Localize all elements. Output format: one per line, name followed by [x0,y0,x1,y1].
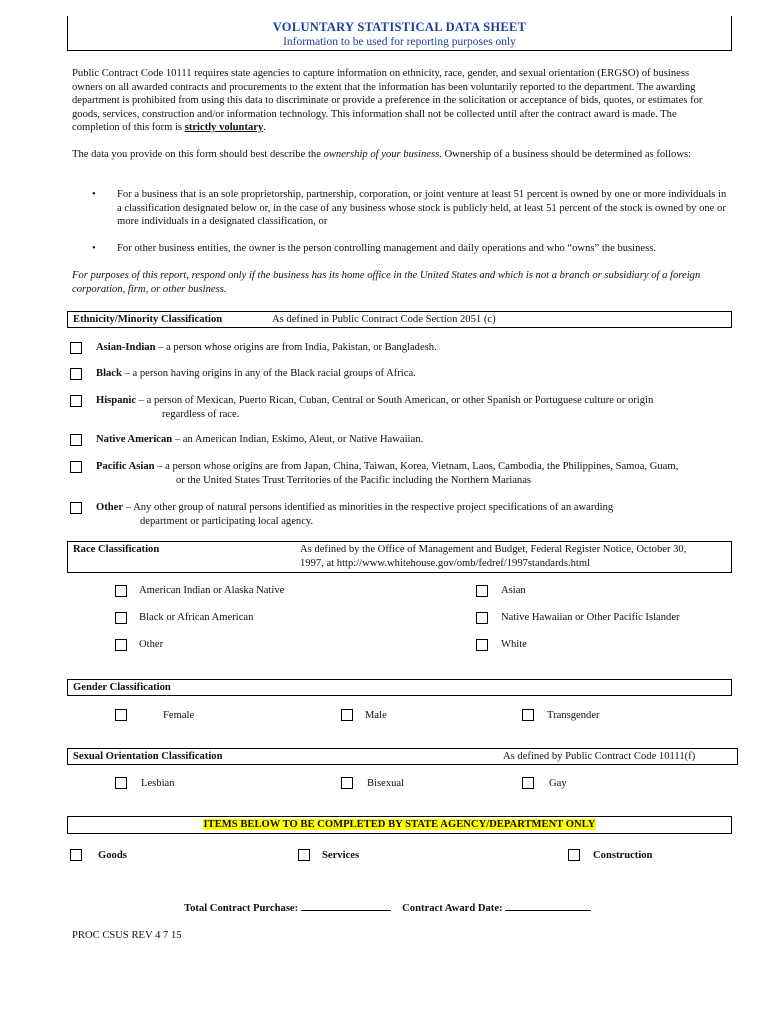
ethnicity-checkbox[interactable] [70,502,82,514]
ethnicity-option [70,341,670,355]
agency-checkbox[interactable] [568,849,580,861]
bullet-text: For other business entities, the owner is the person controlling management and daily operations and who “owns” the business. [117,243,656,254]
gender-option-label: Male [365,710,387,721]
option-description: – Any other group of natural persons identified as minorities in the respective project specifications of an awarding department or participating local agency. [123,502,614,527]
option-term: Native American [96,434,173,445]
sexual-orientation-header-label: Sexual Orientation Classification [73,751,223,762]
bullet-text: For a business that is an sole proprietorship, partnership, corporation, or joint venture at least 51 percent is owned by one or more individuals in a classification designated below or, in the case of any business whose stock is publicly held, at least 51 percent of the stock is owned by one or more individuals in a designated classification, or [117,189,727,227]
sexual-orientation-option-label: Gay [549,778,567,789]
intro-paragraph-1 [72,67,722,135]
option-term: Hispanic [96,395,137,406]
intro-text: Public Contract Code 10111 requires state agencies to capture information on ethnicity, race, gender, and sexual orientation (ERGSO) of business owners on all awarded contracts and procurements to the extent that the information has been voluntarily reported to the department. The awarding department is prohibited from using this data to discriminate or provide a preference in the solicitation or acceptance of bids, quotes, or estimates for goods, services, construction and/or information technology. This information shall not be collected until after the contract award is made. The completion of this form is [72,68,703,133]
total-contract-field[interactable] [301,900,391,911]
ethnicity-reference: As defined in Public Contract Code Section 2051 (c) [272,314,496,325]
race-checkbox[interactable] [115,585,127,597]
race-header [67,541,732,573]
ownership-text-start: The data you provide on this form should best describe the [72,149,321,160]
race-checkbox[interactable] [476,639,488,651]
gender-header-label: Gender Classification [73,682,171,693]
total-contract-label: Total Contract Purchase: [184,903,299,914]
ethnicity-option [70,501,660,528]
form-title: VOLUNTARY STATISTICAL DATA SHEET [272,20,527,34]
form-subtitle: Information to be used for reporting purposes only [283,36,516,48]
race-checkbox[interactable] [115,639,127,651]
option-term: Black [96,368,122,379]
sexual-orientation-reference: As defined by Public Contract Code 10111(f) [503,751,696,762]
race-checkbox[interactable] [476,585,488,597]
race-header-label: Race Classification [73,544,160,555]
bullet-item [92,242,732,256]
option-description: – a person having origins in any of the Black racial groups of Africa. [121,368,416,379]
ethnicity-option [70,433,670,447]
agency-checkbox[interactable] [70,849,82,861]
sexual-orientation-checkbox[interactable] [115,777,127,789]
race-option-label: Native Hawaiian or Other Pacific Islander [501,612,680,623]
ethnicity-header [67,311,732,328]
sexual-orientation-checkbox[interactable] [522,777,534,789]
ethnicity-checkbox[interactable] [70,434,82,446]
contract-fields [184,900,591,916]
sexual-orientation-option-label: Lesbian [141,778,175,789]
ethnicity-checkbox[interactable] [70,461,82,473]
ethnicity-option [70,367,670,381]
ownership-text-end: . Ownership of a business should be determined as follows: [439,149,692,160]
race-reference: As defined by the Office of Management and Budget, Federal Register Notice, October 30, 1997, at http://www.whitehouse.gov/omb/fedref/1997standards.html [300,544,687,569]
award-date-label: Contract Award Date: [402,903,503,914]
race-checkbox[interactable] [476,612,488,624]
ethnicity-option [70,394,670,421]
agency-header [67,816,732,834]
agency-option-label: Goods [98,850,127,861]
form-id: PROC CSUS REV 4 7 15 [72,930,182,941]
gender-header [67,679,732,696]
bullet-icon: • [92,189,96,200]
gender-checkbox[interactable] [341,709,353,721]
option-term: Pacific Asian [96,461,155,472]
option-description: – a person whose origins are from India, Pakistan, or Bangladesh. [155,342,437,353]
title-box [67,16,732,51]
ownership-italic: ownership of your business [323,149,440,160]
agency-option-label: Construction [593,850,653,861]
sexual-orientation-checkbox[interactable] [341,777,353,789]
option-description: – a person whose origins are from Japan, China, Taiwan, Korea, Vietnam, Laos, Cambodia, the Philippines, Samoa, Guam, or the United States Trust Territories of the Pacific including the Northern Marianas [154,461,679,486]
intro-paragraph-2 [72,148,722,162]
gender-option-label: Transgender [547,710,600,721]
race-option-label: White [501,639,527,650]
race-option-label: Black or African American [139,612,254,623]
award-date-field[interactable] [505,900,591,911]
race-option-label: American Indian or Alaska Native [139,585,285,596]
agency-option-label: Services [322,850,360,861]
ethnicity-checkbox[interactable] [70,395,82,407]
ethnicity-checkbox[interactable] [70,368,82,380]
option-description: – an American Indian, Eskimo, Aleut, or Native Hawaiian. [172,434,424,445]
option-description: – a person of Mexican, Puerto Rican, Cuban, Central or South American, or other Spanish or Portuguese culture or origin regardless of race. [136,395,654,420]
bullet-icon: • [92,243,96,254]
gender-option-label: Female [163,710,195,721]
agency-header-label: ITEMS BELOW TO BE COMPLETED BY STATE AGENCY/DEPARTMENT ONLY [203,819,596,830]
gender-checkbox[interactable] [522,709,534,721]
option-term: Other [96,502,124,513]
sexual-orientation-header [67,748,738,765]
race-option-label: Asian [501,585,526,596]
sexual-orientation-option-label: Bisexual [367,778,405,789]
ethnicity-header-label: Ethnicity/Minority Classification [73,314,223,325]
race-option-label: Other [139,639,164,650]
agency-checkbox[interactable] [298,849,310,861]
ethnicity-option [70,460,680,487]
ethnicity-checkbox[interactable] [70,342,82,354]
voluntary-emphasis: strictly voluntary [184,122,264,133]
scope-note: For purposes of this report, respond only if the business has its home office in the United States and which is not a branch or subsidiary of a foreign corporation, firm, or other business. [72,270,701,295]
bullet-item [92,188,732,229]
intro-period: . [263,122,266,133]
race-checkbox[interactable] [115,612,127,624]
option-term: Asian-Indian [96,342,156,353]
gender-checkbox[interactable] [115,709,127,721]
